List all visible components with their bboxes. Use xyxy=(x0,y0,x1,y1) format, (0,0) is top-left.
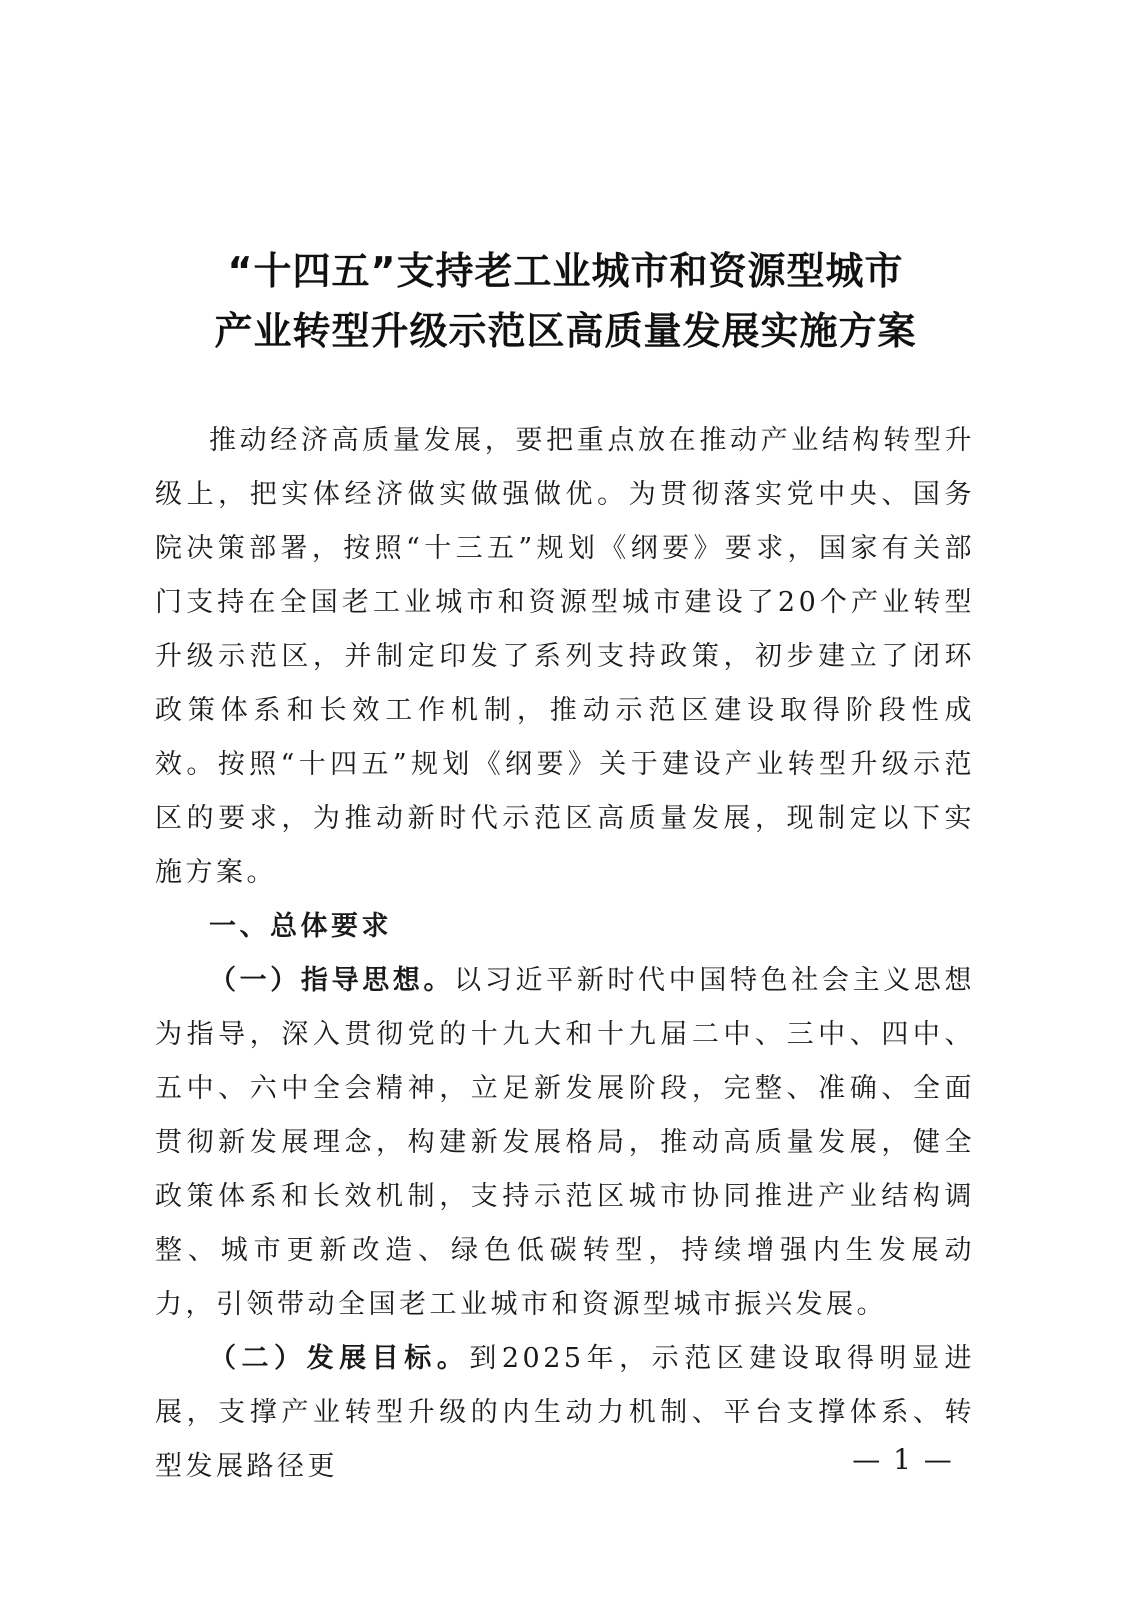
section-heading-general-requirements: 一、总体要求 xyxy=(209,911,392,942)
document-body xyxy=(155,414,975,1494)
paragraph-guiding-ideology xyxy=(155,954,975,1332)
title-line-1: “十四五”支持老工业城市和资源型城市 xyxy=(227,249,904,293)
subsection-text-development-goals: 到2025年，示范区建设取得明显进展，支撑产业转型升级的内生动力机制、平台支撑体系、转型发展路径更 xyxy=(155,1343,976,1482)
title-line-2: 产业转型升级示范区高质量发展实施方案 xyxy=(214,309,917,353)
page-number: — 1 — xyxy=(852,1443,954,1476)
subsection-lead-guiding-ideology: （一）指导思想。 xyxy=(209,965,455,996)
intro-paragraph: 推动经济高质量发展，要把重点放在推动产业结构转型升级上，把实体经济做实做强做优。为贯彻落实党中央、国务院决策部署，按照“十三五”规划《纲要》要求，国家有关部门支持在全国老工业城市和资源型城市建设了20个产业转型升级示范区，并制定印发了系列支持政策，初步建立了闭环政策体系和长效工作机制，推动示范区建设取得阶段性成效。按照“十四五”规划《纲要》关于建设产业转型升级示范区的要求，为推动新时代示范区高质量发展，现制定以下实施方案。 xyxy=(155,425,975,888)
subsection-text-guiding-ideology: 以习近平新时代中国特色社会主义思想为指导，深入贯彻党的十九大和十九届二中、三中、四中、五中、六中全会精神，立足新发展阶段，完整、准确、全面贯彻新发展理念，构建新发展格局，推动高质量发展，健全政策体系和长效机制，支持示范区城市协同推进产业结构调整、城市更新改造、绿色低碳转型，持续增强内生发展动力，引领带动全国老工业城市和资源型城市振兴发展。 xyxy=(155,965,976,1320)
document-title xyxy=(0,241,1131,361)
subsection-lead-development-goals: （二）发展目标。 xyxy=(209,1343,470,1374)
